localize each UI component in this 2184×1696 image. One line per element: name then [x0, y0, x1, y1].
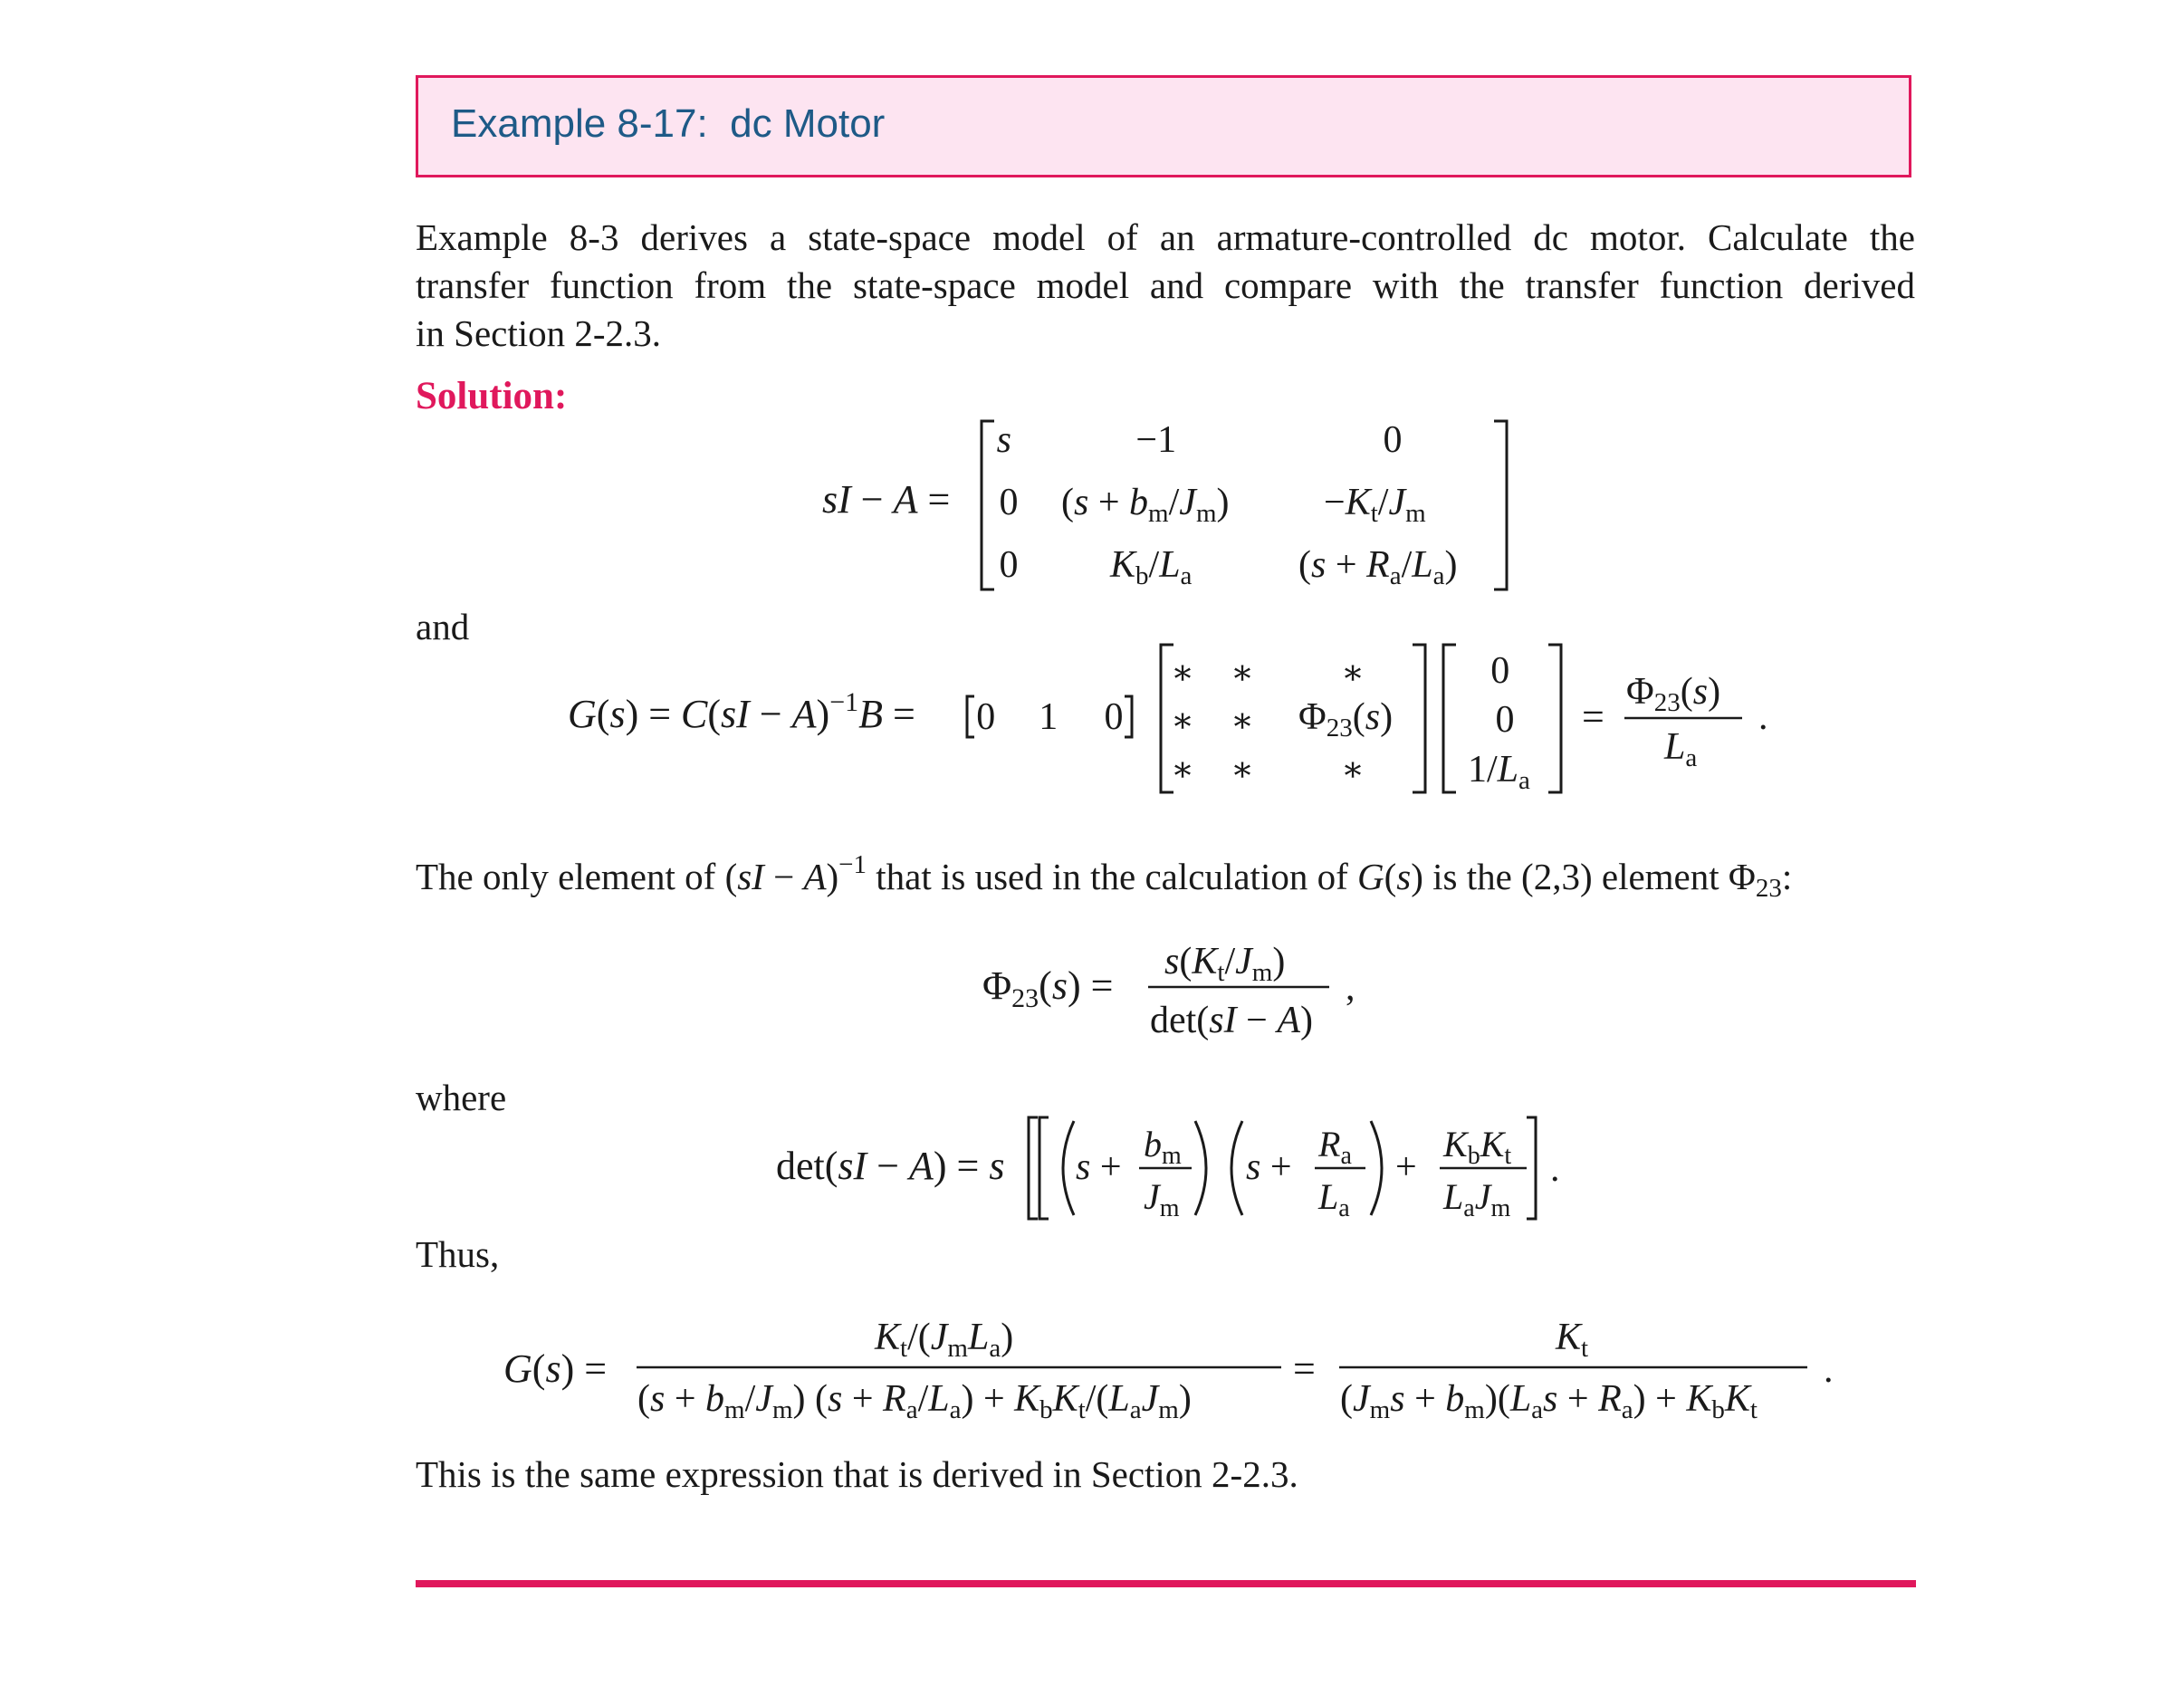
svg-text:0: 0 [999, 482, 1019, 523]
svg-text:sI − A =: sI − A = [822, 477, 951, 522]
svg-text:0 0: 0 0 [1490, 650, 1515, 741]
svg-text:(s + Ra/La): (s + Ra/La) [1298, 544, 1458, 590]
svg-text:Ra: $R_a$ [1318, 1124, 1352, 1170]
svg-text:G(s) = C(sI − A)−1B =: G(s) = C(sI − A)$^{-1}$B = [568, 687, 915, 736]
svg-text:G(s) =: G(s) = [503, 1346, 608, 1391]
intro-line-3: in Section 2-2.3. [416, 312, 662, 354]
svg-text:=: = [1293, 1346, 1316, 1391]
equation-final-transfer-function [503, 1317, 1834, 1424]
example-title: Example 8-17: dc Motor [451, 101, 886, 146]
conclusion-text: This is the same expression that is derived in Section 2-2.3. [416, 1453, 1298, 1495]
svg-text:det(sI − A): det(sI − A) [1150, 1000, 1313, 1041]
svg-text:(Jms + bm)(Las + Ra) + KbKt: (Jms + bm)(Las + Ra) + KbKt [1340, 1378, 1758, 1424]
svg-text:(s + bm/Jm) (s + Ra/La) + KbKt: (s + bm/Jm) (s + Ra/La) + KbKt/(LaJm) [637, 1378, 1192, 1424]
word-where: where [416, 1077, 507, 1118]
svg-text:,: , [1346, 967, 1355, 1009]
solution-label: Solution: [416, 375, 568, 417]
svg-text:.: . [1550, 1148, 1560, 1190]
svg-text:Kb/La: Kb/La [1110, 544, 1193, 590]
svg-text:s(Kt/Jm): s(Kt/Jm) [1164, 941, 1286, 987]
svg-text:(s + bm/Jm): (s + bm/Jm) [1061, 482, 1230, 528]
svg-text:Kt/(JmLa): Kt/(JmLa) [875, 1317, 1014, 1363]
svg-text:Φ23(s): Φ23(s) [1626, 671, 1721, 717]
svg-text:+: + [1395, 1146, 1417, 1188]
svg-text:La: $L_a$ [1318, 1176, 1350, 1222]
svg-text:0: 0 [999, 544, 1019, 586]
svg-text:.: . [1758, 696, 1768, 738]
svg-text:.: . [1824, 1349, 1834, 1391]
svg-text:La: La [1664, 726, 1698, 772]
svg-text:∗∗: ∗ ∗ [1171, 702, 1254, 740]
svg-text:s +: s + [1246, 1146, 1292, 1188]
statement-line [416, 850, 1792, 903]
svg-text:KbKt: $K_bK_t$ [1443, 1124, 1512, 1170]
svg-text:=: = [1582, 695, 1604, 739]
svg-text:det(sI − A) = s: det(sI − A) = s [776, 1144, 1005, 1188]
svg-text:1/La: 1/La [1468, 749, 1530, 795]
svg-text:LaJm: $L_aJ_m$ [1443, 1176, 1511, 1222]
word-and: and [416, 606, 470, 647]
bottom-divider [416, 1580, 1916, 1587]
svg-text:∗∗∗: ∗ ∗ ∗ [1171, 654, 1365, 692]
svg-text:bm: $b_m$ [1144, 1124, 1182, 1170]
equation-transfer-function-matrix [568, 645, 1768, 795]
intro-line-2: transfer function from the state-space model and compare with the transfer function derived [416, 264, 1915, 306]
svg-text:s +: s + [1076, 1146, 1122, 1188]
svg-text:s −1 0: s −1 0 [996, 419, 1403, 461]
intro-line-1: Example 8-3 derives a state-space model of an armature-controlled dc motor. Calculate the [416, 216, 1915, 258]
statement-suffix: is the (2,3) element [1432, 856, 1719, 897]
statement-prefix: The only element of [416, 856, 716, 897]
word-thus: Thus, [416, 1233, 500, 1275]
svg-text:Φ23(s) =: $\Phi_{23}(s)$ = [982, 963, 1114, 1013]
svg-text:Jm: $J_m$ [1144, 1176, 1180, 1222]
svg-text:The only element of (sI: The only element of (sI − A)$^{-1}$ that is used in the calculation of G(s) is the (2,3) element Φ23: [416, 850, 1793, 903]
svg-text:∗∗∗: ∗ ∗ ∗ [1171, 751, 1365, 789]
equation-si-minus-a [822, 419, 1507, 590]
svg-text:−Kt/Jm: −Kt/Jm [1324, 482, 1426, 528]
statement-middle: that is used in the calculation of [876, 856, 1348, 897]
svg-text:Kt: Kt [1556, 1317, 1589, 1363]
equation-phi23 [982, 941, 1355, 1041]
equation-determinant [776, 1117, 1560, 1222]
svg-text:Φ23(s): Φ23(s) [1298, 696, 1394, 743]
svg-text:0 1 0: 0 1 0 [976, 696, 1124, 738]
